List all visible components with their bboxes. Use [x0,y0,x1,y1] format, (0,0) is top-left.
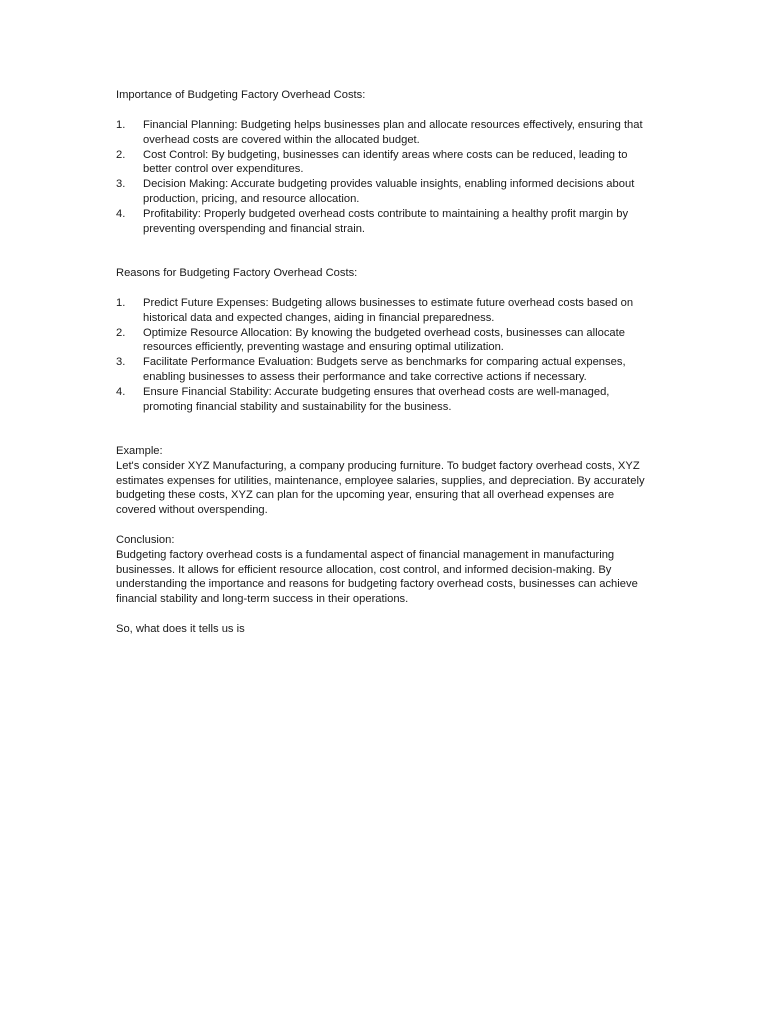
list-item [116,118,656,148]
list-item [116,177,656,207]
list-item [116,385,656,415]
importance-list [116,118,656,236]
list-item-number: 2. [116,148,126,161]
reasons-list [116,296,656,414]
closing-section [116,622,656,637]
conclusion-heading: Conclusion: [116,534,175,546]
list-item [116,296,656,326]
conclusion-section [116,533,656,607]
example-heading: Example: [116,445,163,457]
list-item-text: Profitability: Properly budgeted overhead costs contribute to maintaining a healthy profit margin by preventing overspending and financial strain. [143,207,629,235]
reasons-section [116,266,656,281]
importance-section [116,88,656,103]
list-item-number: 3. [116,356,126,369]
closing-line: So, what does it tells us is [116,623,245,635]
importance-heading: Importance of Budgeting Factory Overhead Costs: [116,89,366,101]
list-item-number: 2. [116,326,126,339]
reasons-list-wrap [116,296,656,414]
list-item [116,207,656,237]
example-section [116,444,656,518]
list-item-number: 1. [116,297,126,309]
list-item-text: Financial Planning: Budgeting helps businesses plan and allocate resources effectively, ensuring that overhead costs are covered within the allocated budget. [143,119,643,146]
list-item-text: Predict Future Expenses: Budgeting allows businesses to estimate future overhead costs based on historical data and expected changes, aiding in financial preparedness. [143,297,634,324]
list-item-text: Optimize Resource Allocation: By knowing the budgeted overhead costs, businesses can allocate resources efficiently, preventing wastage and ensuring optimal utilization. [143,326,625,354]
list-item-text: Ensure Financial Stability: Accurate budgeting ensures that overhead costs are well-managed, promoting financial stability and sustainability for the business. [143,385,610,413]
list-item-text: Decision Making: Accurate budgeting provides valuable insights, enabling informed decisions about production, pricing, and resource allocation. [143,178,635,205]
reasons-heading: Reasons for Budgeting Factory Overhead Costs: [116,267,358,279]
list-item-text: Cost Control: By budgeting, businesses can identify areas where costs can be reduced, leading to better control over expenditures. [143,148,628,176]
list-item-text: Facilitate Performance Evaluation: Budgets serve as benchmarks for comparing actual expenses, enabling businesses to assess their performance and take corrective actions if necessary. [143,356,626,383]
list-item-number: 3. [116,178,126,191]
importance-list-wrap [116,118,656,236]
list-item-number: 1. [116,119,126,131]
list-item [116,148,656,178]
conclusion-paragraph: Budgeting factory overhead costs is a fundamental aspect of financial management in manufacturing businesses. It allows for efficient resource allocation, cost control, and informed decision-making. By understanding the importance and reasons for budgeting factory overhead costs, businesses can achieve financial stability and long-term success in their operations. [116,548,638,606]
list-item [116,326,656,356]
list-item [116,355,656,385]
list-item-number: 4. [116,385,126,398]
list-item-number: 4. [116,207,126,220]
example-paragraph: Let's consider XYZ Manufacturing, a company producing furniture. To budget factory overhead costs, XYZ estimates expenses for utilities, maintenance, employee salaries, supplies, and depreciation. By accurately budgeting these costs, XYZ can plan for the upcoming year, ensuring that all overhead expenses are covered without overspending. [116,459,645,517]
